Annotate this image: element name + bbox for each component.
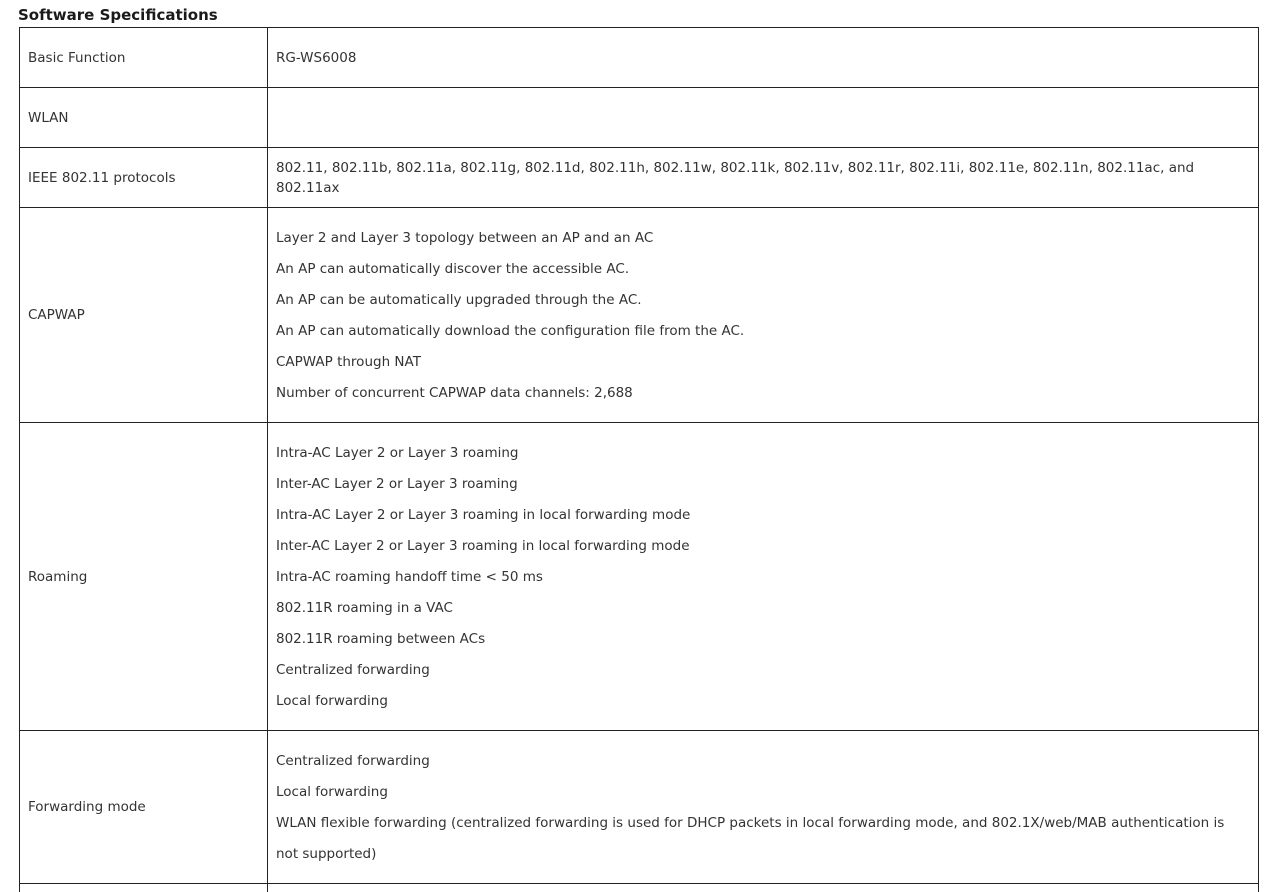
- row-label: Basic Function: [20, 28, 268, 88]
- list-item: CAPWAP through NAT: [276, 354, 421, 370]
- row-label: Roaming: [20, 423, 268, 731]
- row-label: IEEE 802.11 protocols: [20, 148, 268, 208]
- list-item: Inter-AC Layer 2 or Layer 3 roaming: [276, 476, 518, 492]
- list-item: Inter-AC Layer 2 or Layer 3 roaming in local forwarding mode: [276, 538, 690, 554]
- spec-table: [19, 27, 1259, 892]
- table-row-next: [20, 884, 1259, 892]
- list-item: An AP can be automatically upgraded through the AC.: [276, 292, 642, 308]
- row-value: 802.11, 802.11b, 802.11a, 802.11g, 802.11d, 802.11h, 802.11w, 802.11k, 802.11v, 802.11r, 802.11i, 802.11e, 802.11n, 802.11ac, and 802.11ax: [268, 148, 1259, 208]
- row-value: [268, 884, 1259, 892]
- table-row-forwarding-mode: [20, 731, 1259, 884]
- list-item: Intra-AC Layer 2 or Layer 3 roaming: [276, 445, 519, 461]
- list-item: An AP can automatically download the configuration file from the AC.: [276, 323, 745, 339]
- section-title: Software Specifications: [18, 6, 218, 24]
- table-row-roaming: [20, 423, 1259, 731]
- row-value: [268, 423, 1259, 731]
- table-row-ieee-protocols: [20, 148, 1259, 208]
- table-row-wlan: [20, 88, 1259, 148]
- list-item: An AP can automatically discover the accessible AC.: [276, 261, 630, 277]
- list-item: Local forwarding: [276, 693, 388, 709]
- list-item: Intra-AC roaming handoff time < 50 ms: [276, 569, 543, 585]
- list-item: Centralized forwarding: [276, 662, 430, 678]
- list-item: 802.11R roaming in a VAC: [276, 600, 453, 616]
- row-label: Forwarding mode: [20, 731, 268, 884]
- row-value: [268, 208, 1259, 423]
- list-item: Local forwarding: [276, 784, 388, 800]
- list-item: 802.11R roaming between ACs: [276, 631, 486, 647]
- list-item: Intra-AC Layer 2 or Layer 3 roaming in local forwarding mode: [276, 507, 691, 523]
- list-item: Layer 2 and Layer 3 topology between an AP and an AC: [276, 230, 654, 246]
- row-label: WLAN: [20, 88, 268, 148]
- row-value: [268, 731, 1259, 884]
- list-item: Number of concurrent CAPWAP data channels: 2,688: [276, 385, 633, 401]
- row-label: CAPWAP: [20, 208, 268, 423]
- table-row-capwap: [20, 208, 1259, 423]
- row-label: [20, 884, 268, 892]
- list-item: Centralized forwarding: [276, 753, 430, 769]
- list-item: WLAN flexible forwarding (centralized forwarding is used for DHCP packets in local forwarding mode, and 802.1X/web/MAB authentication is not supported): [276, 815, 1225, 862]
- row-value: RG-WS6008: [268, 28, 1259, 88]
- table-row-basic-function: [20, 28, 1259, 88]
- row-value: [268, 88, 1259, 148]
